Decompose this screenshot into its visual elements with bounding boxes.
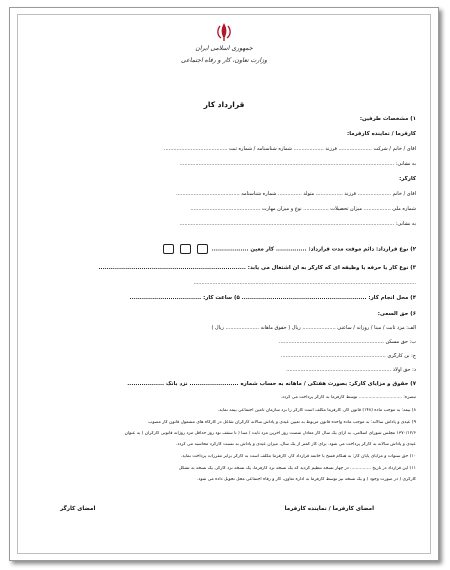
wage-base-line: الف: مزد ثابت / مبنا / روزانه / ساعتی ..................... ریال ( حقوق ماهانه ..................... ریال )	[211, 325, 416, 331]
employer-label: کارفرما / نماینده کارفرما:	[347, 131, 416, 137]
bonus-detail-line-2: عیدی و پاداش سالانه به کارگر پرداخت می شود. برای کار کمتر از یک سال، میزان عیدی و پاداش به نسبت کارکرد محاسبه می گردد.	[175, 442, 416, 447]
document-page	[9, 7, 439, 561]
worker-signature-label: امضای کارگر	[60, 506, 96, 512]
contract-type-text: ۲) نوع قرارداد: دائم موقت مدت قرارداد: ............... کار معین ..................	[211, 246, 416, 253]
section-workplace: ۴) محل انجام کار: ............................................................. ۵) ساعت کار: ...................................	[129, 295, 416, 301]
contract-form	[32, 18, 416, 550]
temporary-checkbox[interactable]	[180, 244, 191, 254]
section-job-type: ۳) نوع کار یا حرفه یا وظیفه ای که کارگر به آن اشتغال می یابد: ........................................................................	[98, 265, 416, 271]
section-severance: ۱۰) حق سنوات و مزایای پایان کار: به هنگام فسخ یا خاتمه قرارداد کار، کارفرما مکلف است به کارگر برابر مقررات پرداخت نماید.	[180, 454, 416, 459]
contract-type-line	[32, 244, 416, 254]
copies-detail-line: کارگری ( در صورت وجود ) و یک نسخه نیز توسط کارفرما به اداره تعاون، کار و رفاه اجتماعی محل تحویل داده می شود.	[197, 477, 416, 482]
child-allowance-line: د: حق اولاد ..................................................................	[286, 367, 416, 373]
fixed-task-checkbox[interactable]	[163, 244, 174, 254]
header-country: جمهوری اسلامی ایران	[195, 45, 253, 52]
section-copies: ۱۱) این قرارداد در تاریخ ............... در چهار نسخه تنظیم گردید که یک نسخه نزد کارفرما، یک نسخه نزد کارگر، یک نسخه به تشکل	[178, 466, 416, 471]
worker-label: کارگر:	[399, 176, 416, 182]
housing-allowance-line: ب: حق مسکن ..................................................................	[278, 339, 416, 345]
payment-note: تبصره: ............................... توسط کارفرما به کارگر پرداخت می گردد.	[280, 395, 416, 400]
employer-signature-label: امضای کارفرما / نماینده کارفرما	[284, 506, 374, 512]
iran-emblem-icon	[213, 22, 235, 42]
section-payment: ۷) حقوق و مزایای کارگر: بصورت هفتگی / ماهانه به حساب شماره ........................ نزد بانک ..................	[127, 381, 416, 387]
employer-address-line: به نشانی: .......................................................................................................................................	[179, 161, 416, 167]
worker-education-line: شماره ملی ................. میزان تحصیلات ................ نوع و میزان مهارت ............................................	[190, 206, 416, 212]
header-ministry: وزارت تعاون، کار و رفاه اجتماعی	[180, 57, 268, 64]
worker-identity-line: آقای / خانم ..................... فرزند ................. متولد ............... شماره شناسنامه ........................................	[176, 191, 416, 197]
worker-address-line: به نشانی: .......................................................................................................................................	[179, 221, 416, 227]
permanent-checkbox[interactable]	[197, 244, 208, 254]
employer-identity-line: آقای / خانم / شرکت ..................... فرزند ................... شماره شناسنامه / شماره ثبت ........................................	[163, 146, 416, 152]
section-bonus: ۹) عیدی و پاداش سالانه: به موجب ماده واحده قانون مربوط به تعیین عیدی و پاداش سالانه کارگران شاغل در کارگاه های مشمول قانون کار مصوب	[148, 420, 416, 425]
page-title: قرارداد کار	[203, 100, 245, 109]
job-type-continuation: ............................................................................................................................................	[193, 280, 416, 286]
section-parties: ۱) مشخصات طرفین:	[359, 116, 416, 122]
section-wage: ۶) حق السعی:	[377, 311, 416, 317]
bonus-detail-line: ۱۳۷۰/۱۲/۶ مجلس شورای اسلامی، به ازای یک سال کار معادل شصت روز آخرین مزد ثابت / مبنا ( تا سقف نود روز حداقل مزد روزانه قانونی کارگران ) به عنوان	[124, 431, 416, 436]
worker-bonus-line: ج: بن کارگری ..................................................................	[280, 353, 416, 359]
section-insurance: ۸) بیمه: به موجب ماده (۱۴۸) قانون کار، کارفرما مکلف است کارگر را نزد سازمان تامین اجتماعی بیمه نماید.	[217, 408, 416, 413]
